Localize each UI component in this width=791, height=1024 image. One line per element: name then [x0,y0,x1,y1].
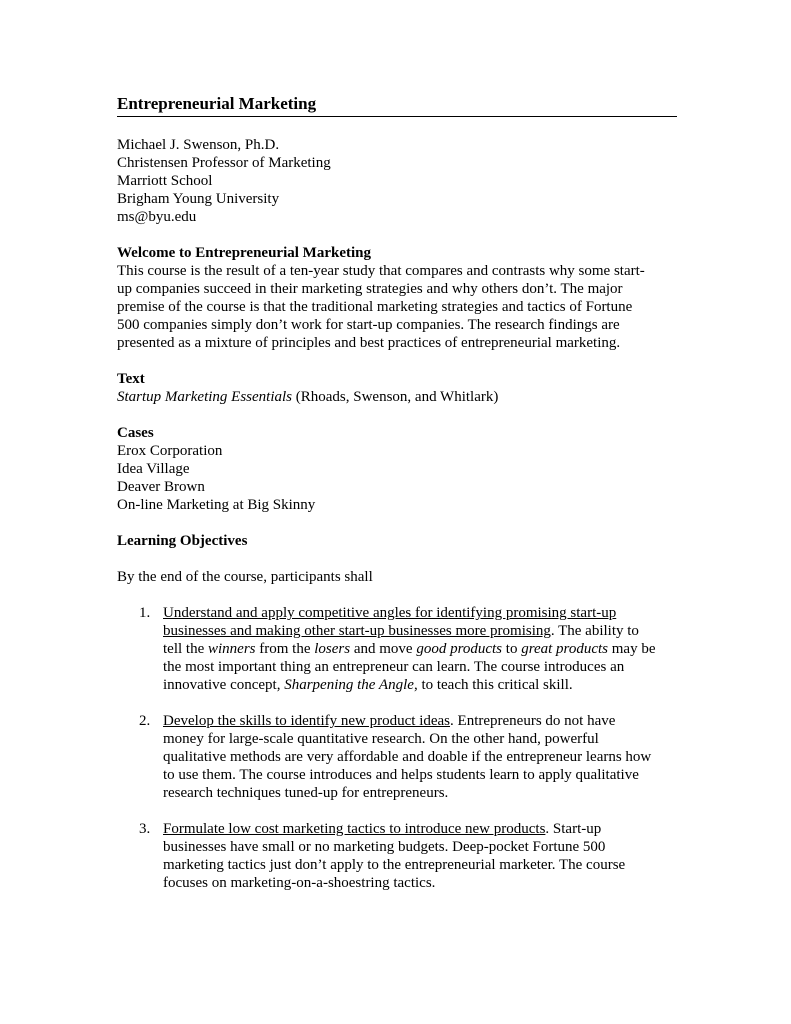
welcome-line: premise of the course is that the traditional marketing strategies and tactics of Fortune [117,299,633,315]
objective-text: may be [608,641,656,657]
objective-text: to [502,641,522,657]
objective-underlined-text: businesses and making other start-up businesses more promising [163,623,551,639]
objective-text: marketing tactics just don’t apply to the entrepreneurial marketer. The course [163,857,626,873]
objective-text: money for large-scale quantitative research. On the other hand, powerful [163,731,599,747]
objective-number: 2. [139,713,151,729]
cases-heading: Cases [117,425,154,441]
welcome-section [117,244,677,352]
objective-item [117,820,677,892]
case-item: Erox Corporation [117,443,223,459]
objective-text: and move [350,641,417,657]
author-position: Christensen Professor of Marketing [117,155,331,171]
objective-text: from the [255,641,315,657]
author-email: ms@byu.edu [117,209,197,225]
welcome-line: This course is the result of a ten-year study that compares and contrasts why some start- [117,263,645,279]
author-school: Marriott School [117,173,213,189]
author-university: Brigham Young University [117,191,280,207]
objective-text: the most important thing an entrepreneur can learn. The course introduces an [163,659,625,675]
objective-italic-text: great products [521,641,609,657]
objective-text: tell the [163,641,208,657]
textbook-line [117,388,677,406]
case-item: Idea Village [117,461,190,477]
objective-text: . Start-up [545,821,602,837]
welcome-heading: Welcome to Entrepreneurial Marketing [117,245,371,261]
objective-underlined-text: Formulate low cost marketing tactics to introduce new products [163,821,546,837]
objective-text: , to teach this critical skill. [413,677,573,693]
objectives-intro: By the end of the course, participants shall [117,569,373,585]
objectives-heading: Learning Objectives [117,533,248,549]
cases-section [117,424,677,514]
objectives-section [117,532,677,892]
objective-text: research techniques tuned-up for entrepreneurs. [163,785,449,801]
author-block [117,136,677,226]
objective-text: to use them. The course introduces and helps students learn to apply qualitative [163,767,639,783]
objective-text: . The ability to [550,623,639,639]
welcome-line: up companies succeed in their marketing strategies and why others don’t. The major [117,281,623,297]
objective-underlined-text: Develop the skills to identify new product ideas [163,713,451,729]
objective-underlined-text: Understand and apply competitive angles for identifying promising start-up [163,605,617,621]
case-item: On-line Marketing at Big Skinny [117,497,316,513]
textbook-authors: (Rhoads, Swenson, and Whitlark) [292,389,499,405]
objective-text: . Entrepreneurs do not have [450,713,616,729]
case-item: Deaver Brown [117,479,205,495]
document-page [117,94,677,892]
textbook-title: Startup Marketing Essentials [117,389,292,405]
document-title: Entrepreneurial Marketing [117,94,677,117]
objective-text: qualitative methods are very affordable and doable if the entrepreneur learns how [163,749,652,765]
objective-text: focuses on marketing-on-a-shoestring tactics. [163,875,436,891]
author-name: Michael J. Swenson, Ph.D. [117,137,280,153]
objective-italic-text: Sharpening the Angle [284,677,414,693]
welcome-line: presented as a mixture of principles and best practices of entrepreneurial marketing. [117,335,621,351]
objective-text: innovative concept, [163,677,285,693]
objective-italic-text: good products [416,641,503,657]
objective-number: 3. [139,821,151,837]
objective-item [117,712,677,802]
welcome-line: 500 companies simply don’t work for start-up companies. The research findings are [117,317,620,333]
text-section [117,370,677,406]
objectives-list [117,604,677,892]
objective-number: 1. [139,605,151,621]
text-heading: Text [117,371,145,387]
objective-item [117,604,677,694]
objective-text: businesses have small or no marketing budgets. Deep-pocket Fortune 500 [163,839,606,855]
objective-italic-text: losers [314,641,351,657]
objective-italic-text: winners [208,641,256,657]
